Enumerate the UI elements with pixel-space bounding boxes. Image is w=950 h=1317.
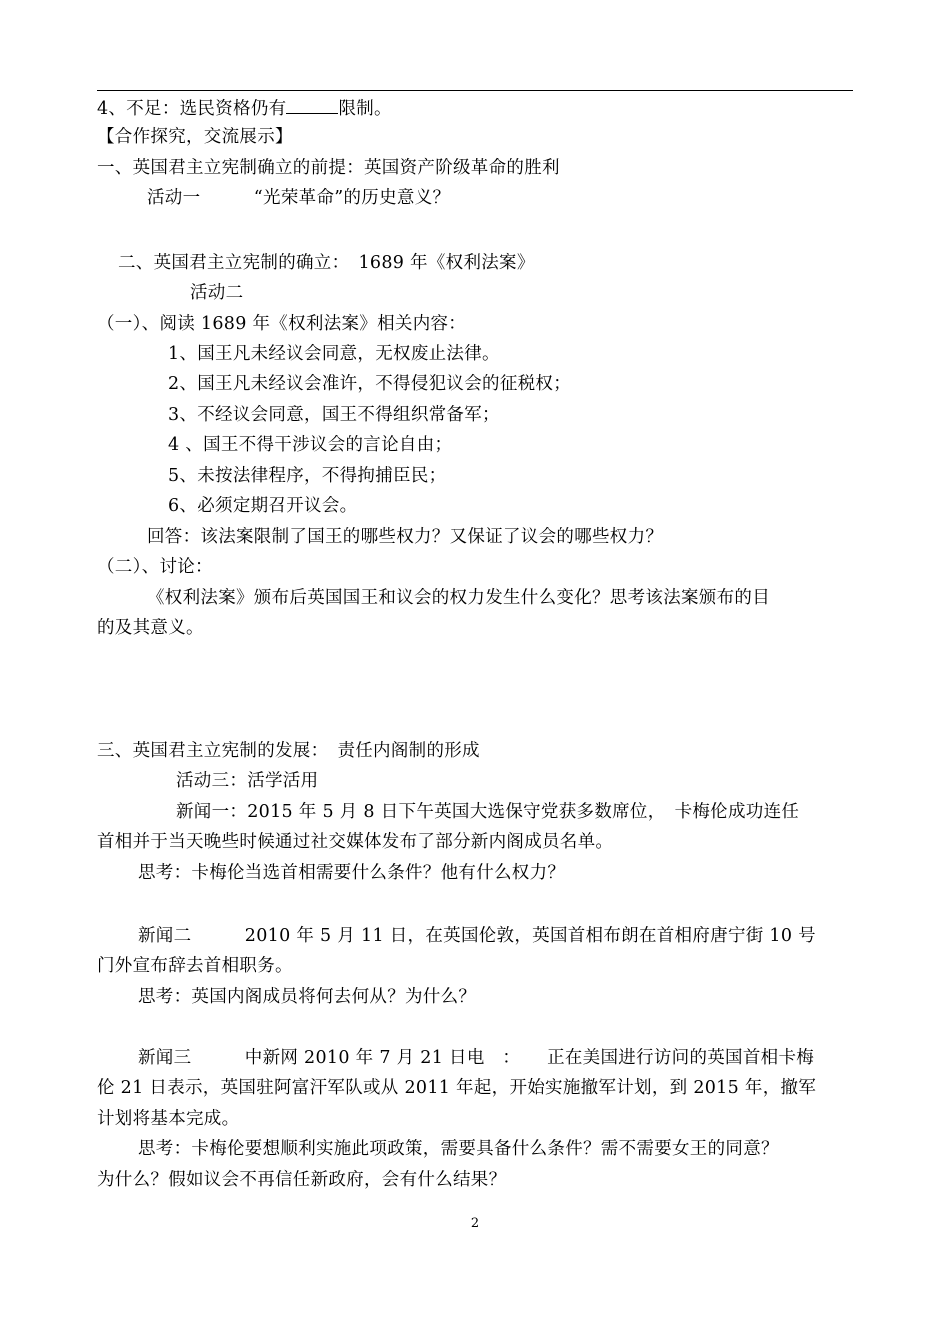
news-2: 新闻二 2010 年 5 月 11 日，在英国伦敦，英国首相布朗在首相府唐宁街 10 号 (138, 926, 816, 946)
text-line-1: 4、不足：选民资格仍有 限制。 (97, 96, 857, 120)
activity-1: 活动一 “光荣革命”的历史意义？ (147, 188, 451, 208)
news-1-cont: 首相并于当天晚些时候通过社交媒体发布了部分新内阁成员名单。 (97, 832, 614, 852)
think-3-cont: 为什么？假如议会不再信任新政府，会有什么结果？ (97, 1170, 507, 1190)
discussion-text: 《权利法案》颁布后英国国王和议会的权力发生什么变化？思考该法案颁布的目 (147, 588, 770, 608)
list-item: 5、未按法律程序，不得拘捕臣民； (168, 466, 447, 486)
activity-3: 活动三：活学活用 (176, 771, 319, 791)
sub-heading-1: （一）、阅读 1689 年《权利法案》相关内容： (97, 314, 467, 334)
think-1: 思考：卡梅伦当选首相需要什么条件？他有什么权力？ (138, 863, 566, 883)
heading-1: 一、英国君主立宪制确立的前提：英国资产阶级革命的胜利 (97, 158, 560, 178)
heading-2: 二、英国君主立宪制的确立： 1689 年《权利法案》 (118, 253, 535, 273)
list-item: 3、不经议会同意，国王不得组织常备军； (168, 405, 500, 425)
think-3: 思考：卡梅伦要想顺利实施此项政策，需要具备什么条件？需不需要女王的同意？ (138, 1139, 779, 1159)
fill-in-blank[interactable] (286, 96, 338, 114)
news-3: 新闻三 中新网 2010 年 7 月 21 日电 ： 正在美国进行访问的英国首相卡梅 (138, 1048, 815, 1068)
news-2-cont: 门外宣布辞去首相职务。 (97, 956, 293, 976)
sub-heading-2: （二）、讨论： (97, 557, 213, 577)
list-item: 2、国王凡未经议会准许，不得侵犯议会的征税权； (168, 374, 572, 394)
header-rule (97, 90, 853, 91)
list-item: 1、国王凡未经议会同意，无权废止法律。 (168, 344, 500, 364)
page-number: 2 (470, 1216, 480, 1231)
heading-3: 三、英国君主立宪制的发展： 责任内阁制的形成 (97, 741, 480, 761)
news-1: 新闻一：2015 年 5 月 8 日下午英国大选保守党获多数席位， 卡梅伦成功连任 (176, 802, 800, 822)
news-3-cont: 伦 21 日表示，英国驻阿富汗军队或从 2011 年起，开始实施撤军计划，到 2015 年，撤军 (97, 1078, 817, 1098)
activity-2: 活动二 (190, 283, 244, 303)
think-2: 思考：英国内阁成员将何去何从？为什么？ (138, 987, 477, 1007)
section-heading: 【合作探究，交流展示】 (97, 127, 293, 147)
list-item: 4 、国王不得干涉议会的言论自由； (168, 435, 453, 455)
news-3-cont-2: 计划将基本完成。 (97, 1109, 240, 1129)
list-item: 6、必须定期召开议会。 (168, 496, 358, 516)
discussion-text-cont: 的及其意义。 (97, 618, 204, 638)
answer-prompt: 回答：该法案限制了国王的哪些权力？又保证了议会的哪些权力？ (147, 527, 664, 547)
